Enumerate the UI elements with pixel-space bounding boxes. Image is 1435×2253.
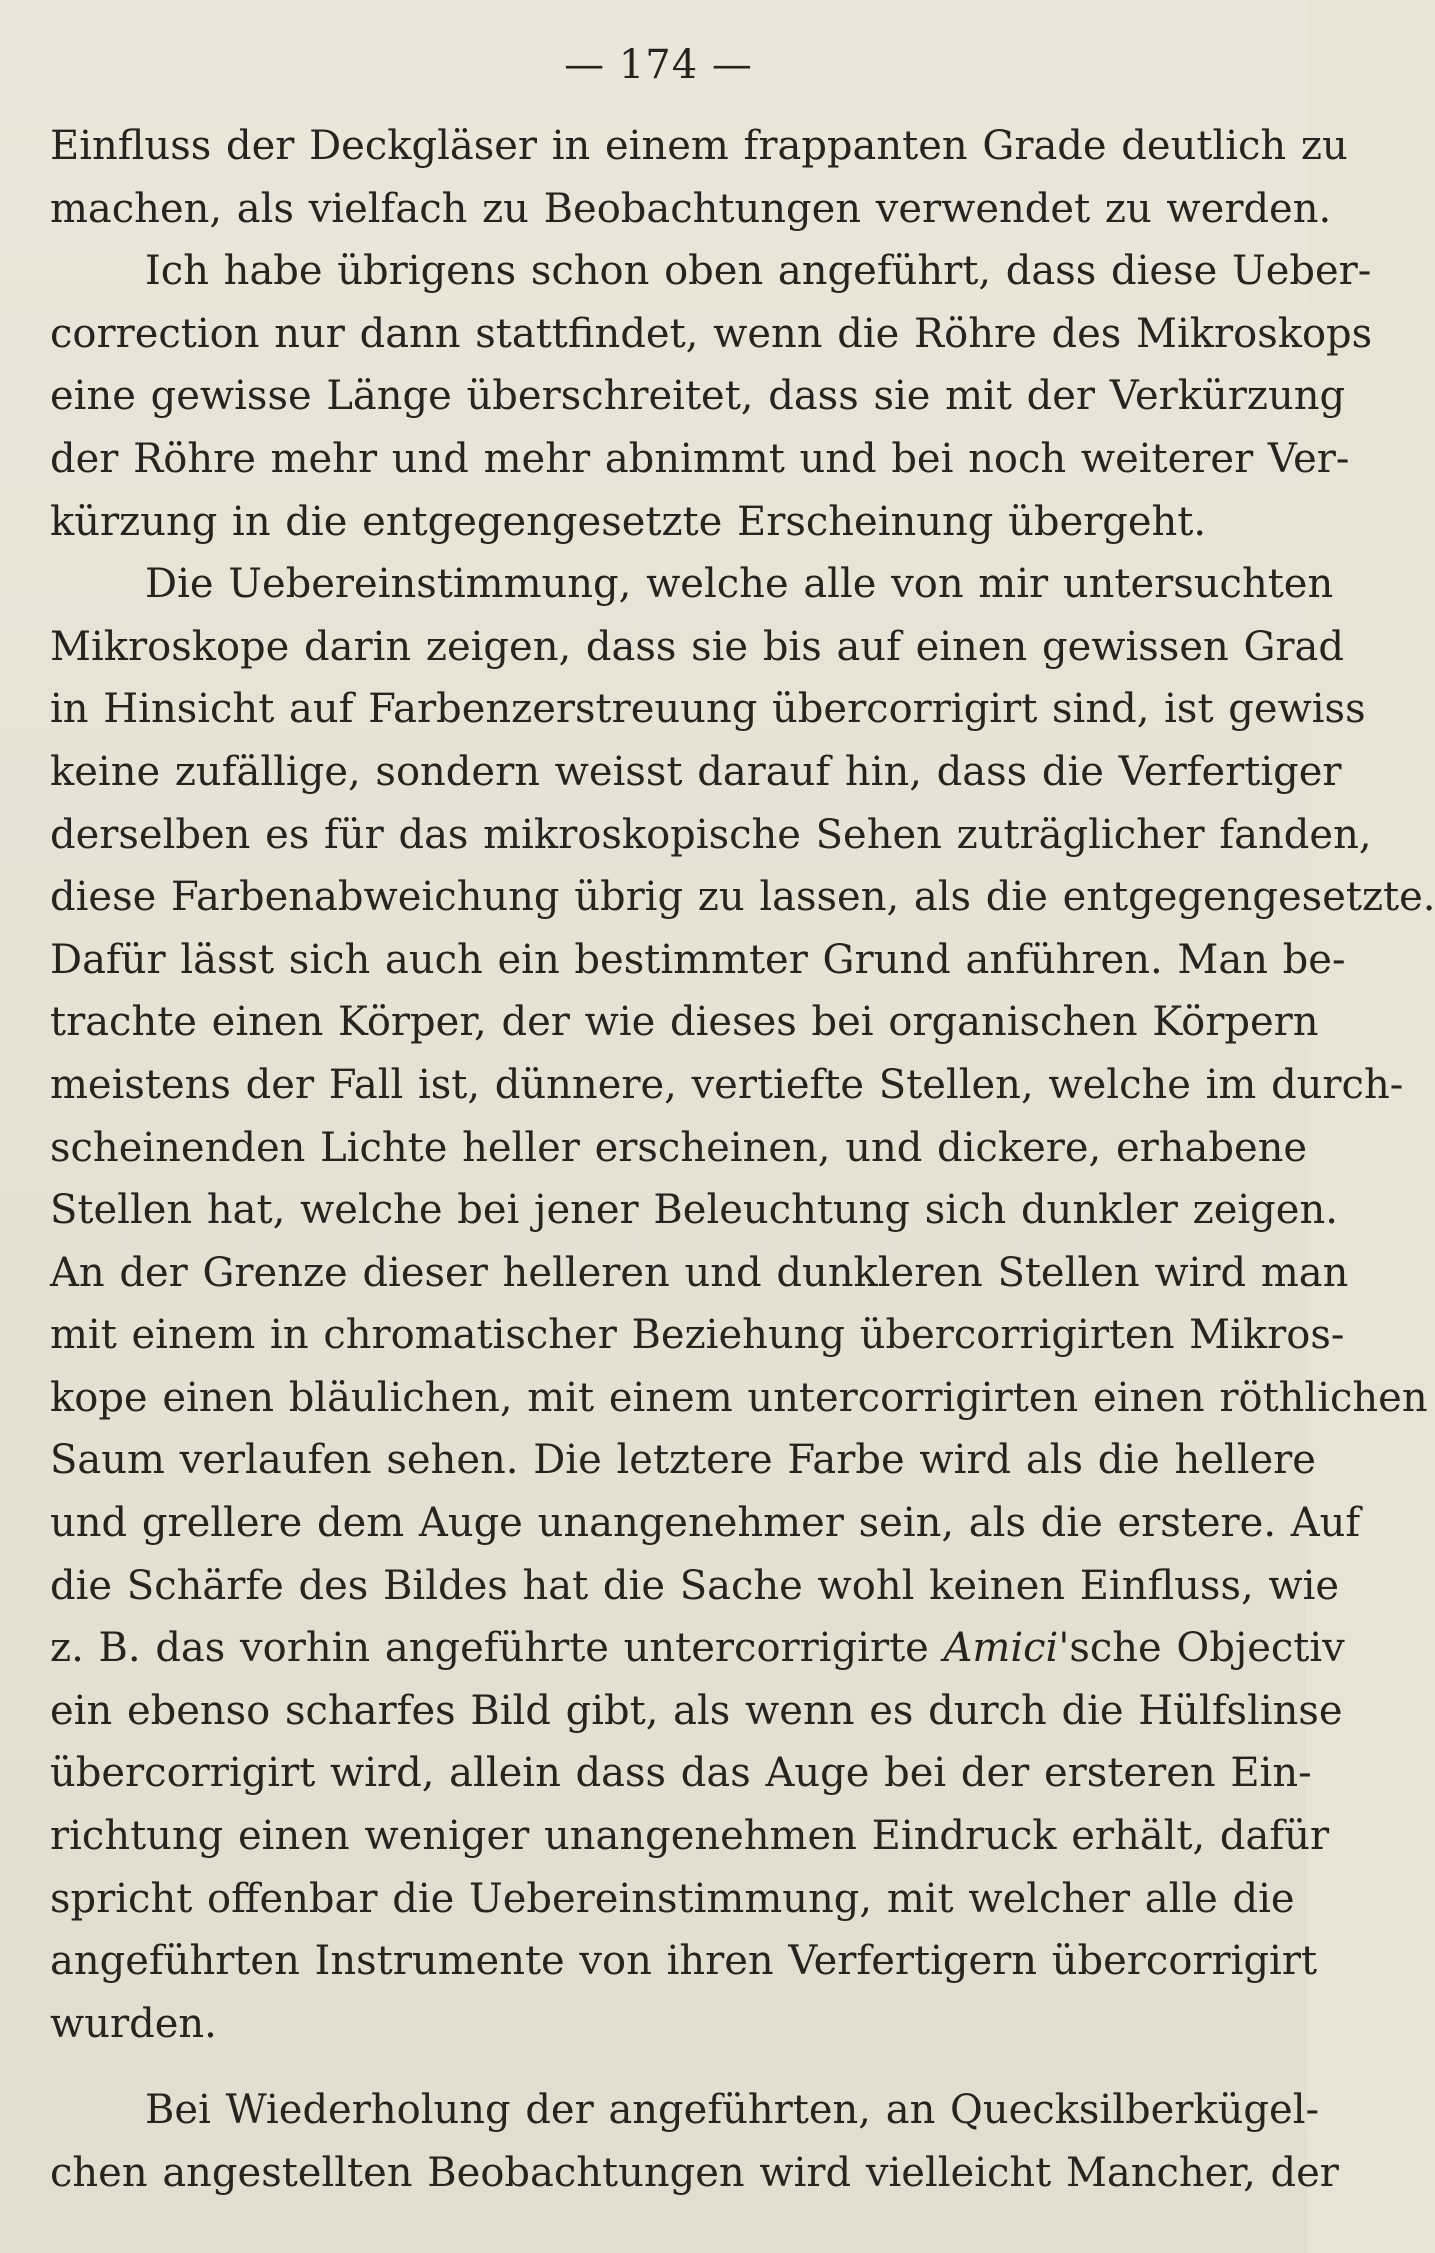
text-line: An der Grenze dieser helleren und dunkleren Stellen wird man [50, 1249, 1349, 1296]
text-line: in Hinsicht auf Farbenzerstreuung übercorrigirt sind, ist gewiss [50, 686, 1366, 733]
text-line: Ich habe übrigens schon oben angeführt, dass diese Ueber- [145, 248, 1372, 295]
text-line: der Röhre mehr und mehr abnimmt und bei noch weiterer Ver- [50, 435, 1350, 482]
text-line: Saum verlaufen sehen. Die letztere Farbe wird als die hellere [50, 1437, 1316, 1484]
text-line: scheinenden Lichte heller erscheinen, und dickere, erhabene [50, 1124, 1308, 1171]
text-line: derselben es für das mikroskopische Sehen zuträglicher fanden, [50, 811, 1372, 858]
text-line: die Schärfe des Bildes hat die Sache wohl keinen Einfluss, wie [50, 1562, 1340, 1609]
text-line: chen angestellten Beobachtungen wird vielleicht Mancher, der [50, 2150, 1339, 2196]
text-line: und grellere dem Auge unangenehmer sein, als die erstere. Auf [50, 1500, 1361, 1547]
text-line: kürzung in die entgegengesetzte Erscheinung übergeht. [50, 498, 1207, 545]
text-line: Mikroskope darin zeigen, dass sie bis auf einen gewissen Grad [50, 623, 1344, 670]
page-number: — 174 — [564, 42, 753, 88]
text-run: 'sche Objectiv [1058, 1625, 1345, 1672]
text-line: kope einen bläulichen, mit einem untercorrigirten einen röthlichen [50, 1374, 1428, 1421]
text-line: mit einem in chromatischer Beziehung übercorrigirten Mikros- [50, 1312, 1345, 1359]
text-line: übercorrigirt wird, allein dass das Auge bei der ersteren Ein- [50, 1750, 1312, 1797]
text-line: wurden. [50, 2000, 217, 2047]
text-line: Bei Wiederholung der angeführten, an Quecksilberkügel- [145, 2087, 1320, 2134]
body-text [50, 115, 1435, 2205]
text-line: Dafür lässt sich auch ein bestimmter Grund anführen. Man be- [50, 936, 1346, 983]
text-line: spricht offenbar die Uebereinstimmung, mit welcher alle die [50, 1875, 1295, 1922]
text-line: Die Uebereinstimmung, welche alle von mir untersuchten [145, 561, 1334, 608]
text-run: z. B. das vorhin angeführte untercorrigirte [50, 1625, 944, 1672]
text-line: angeführten Instrumente von ihren Verfertigern übercorrigirt [50, 1938, 1318, 1985]
text-line: eine gewisse Länge überschreitet, dass sie mit der Verkürzung [50, 373, 1346, 420]
text-line: richtung einen weniger unangenehmen Eindruck erhält, dafür [50, 1813, 1330, 1860]
text-line: trachte einen Körper, der wie dieses bei organischen Körpern [50, 999, 1319, 1046]
text-line: Stellen hat, welche bei jener Beleuchtung sich dunkler zeigen. [50, 1187, 1338, 1234]
text-line: meistens der Fall ist, dünnere, vertiefte Stellen, welche im durch- [50, 1061, 1404, 1108]
text-line: correction nur dann stattfindet, wenn die Röhre des Mikroskops [50, 310, 1373, 357]
text-line: diese Farbenabweichung übrig zu lassen, als die entgegengesetzte. [50, 874, 1435, 921]
text-line-with-italic [50, 1617, 1345, 1680]
italic-name: Amici [943, 1625, 1059, 1672]
text-line: machen, als vielfach zu Beobachtungen verwendet zu werden. [50, 185, 1332, 232]
text-line: keine zufällige, sondern weisst darauf hin, dass die Verfertiger [50, 748, 1342, 795]
text-line: ein ebenso scharfes Bild gibt, als wenn es durch die Hülfslinse [50, 1687, 1343, 1734]
text-line: Einfluss der Deckgläser in einem frappanten Grade deutlich zu [50, 123, 1348, 169]
